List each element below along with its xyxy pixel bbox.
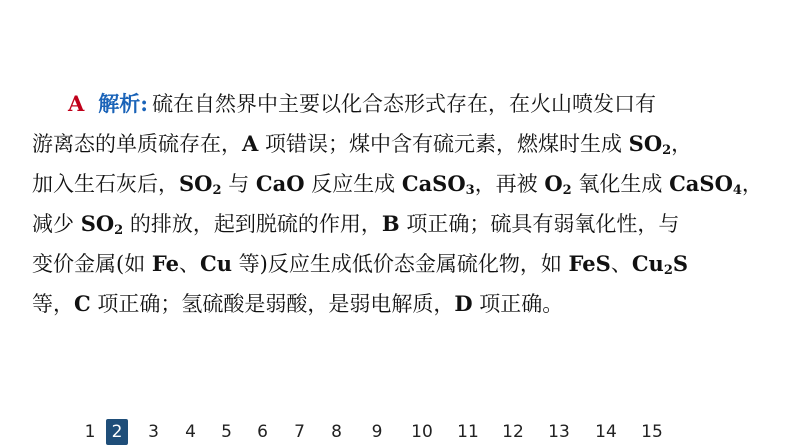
text-segment: 减少 <box>32 212 81 236</box>
text-segment: 加入生石灰后， <box>32 172 179 196</box>
analysis-label: 解析 <box>98 91 141 116</box>
line-text <box>32 132 692 156</box>
answer-letter: A <box>68 91 85 116</box>
text-segment: 、 <box>179 252 200 276</box>
subscript: 2 <box>562 183 572 198</box>
page-link-1[interactable]: 1 <box>84 422 96 442</box>
line-text <box>32 172 763 196</box>
bold-term: SO <box>80 211 115 236</box>
line-6 <box>32 284 772 324</box>
subscript: 4 <box>732 183 742 198</box>
bold-term: FeS <box>568 251 611 276</box>
line-1 <box>32 84 772 124</box>
page-link-15[interactable]: 15 <box>641 422 663 442</box>
text-segment: 、 <box>610 252 632 276</box>
text-segment: 变价金属(如 <box>32 252 152 276</box>
text-segment: 项正确。 <box>472 292 564 316</box>
bold-term: Cu <box>631 251 664 276</box>
bold-term: C <box>74 291 91 316</box>
text-segment: 等， <box>32 292 74 316</box>
line-3 <box>32 164 772 204</box>
page-link-2[interactable]: 2 <box>106 419 128 445</box>
page-link-4[interactable]: 4 <box>185 422 196 442</box>
bold-term: S <box>672 251 689 276</box>
bold-term: D <box>454 291 473 316</box>
subscript: 2 <box>663 263 673 278</box>
page-link-8[interactable]: 8 <box>331 422 342 442</box>
bold-term: Fe <box>151 251 179 276</box>
line-text <box>32 252 688 276</box>
text-segment: ， <box>741 172 763 196</box>
page-link-12[interactable]: 12 <box>502 422 524 442</box>
page-link-5[interactable]: 5 <box>221 422 232 442</box>
line-2 <box>32 124 772 164</box>
text-segment: 项正确；硫具有弱氧化性，与 <box>399 212 680 236</box>
line-text <box>32 212 679 236</box>
page-link-3[interactable]: 3 <box>148 422 159 442</box>
bold-term: O <box>544 171 563 196</box>
page-link-9[interactable]: 9 <box>371 422 383 442</box>
subscript: 3 <box>465 183 475 198</box>
bold-term: Cu <box>200 251 232 276</box>
page-link-10[interactable]: 10 <box>411 422 433 442</box>
line-text <box>152 92 656 116</box>
text-segment: 硫在自然界中主要以化合态形式存在，在火山喷发口有 <box>152 92 657 116</box>
bold-term: CaSO <box>401 171 466 196</box>
analysis-colon: : <box>140 91 149 116</box>
bold-term: A <box>242 131 259 156</box>
text-segment: 游离态的单质硫存在， <box>32 132 242 156</box>
text-segment: ，再被 <box>474 172 545 196</box>
page-link-14[interactable]: 14 <box>595 422 617 442</box>
bold-term: CaO <box>255 171 305 196</box>
text-segment: 与 <box>221 172 256 196</box>
bold-term: CaSO <box>669 171 733 196</box>
text-segment: 氧化生成 <box>571 172 670 196</box>
subscript: 2 <box>662 143 672 158</box>
bold-term: SO <box>179 171 213 196</box>
page-link-6[interactable]: 6 <box>257 422 268 442</box>
line-5 <box>32 244 772 284</box>
subscript: 2 <box>212 183 222 198</box>
line-4 <box>32 204 772 244</box>
page-link-13[interactable]: 13 <box>548 422 570 442</box>
text-segment: 项正确；氢硫酸是弱酸，是弱电解质， <box>90 292 455 316</box>
bold-term: SO <box>628 131 663 156</box>
text-segment: 项错误；煤中含有硫元素，燃煤时生成 <box>258 132 629 156</box>
text-segment: 等)反应生成低价态金属硫化物，如 <box>231 252 569 276</box>
bold-term: B <box>381 211 400 236</box>
text-segment: ， <box>671 132 693 156</box>
page-navigation <box>80 418 678 446</box>
text-segment: 反应生成 <box>304 172 402 196</box>
text-segment: 的排放，起到脱硫的作用， <box>123 212 382 236</box>
page-link-11[interactable]: 11 <box>457 422 479 442</box>
line-text <box>32 292 563 316</box>
subscript: 2 <box>114 223 124 238</box>
page-link-7[interactable]: 7 <box>294 422 305 442</box>
explanation-text <box>32 84 772 324</box>
